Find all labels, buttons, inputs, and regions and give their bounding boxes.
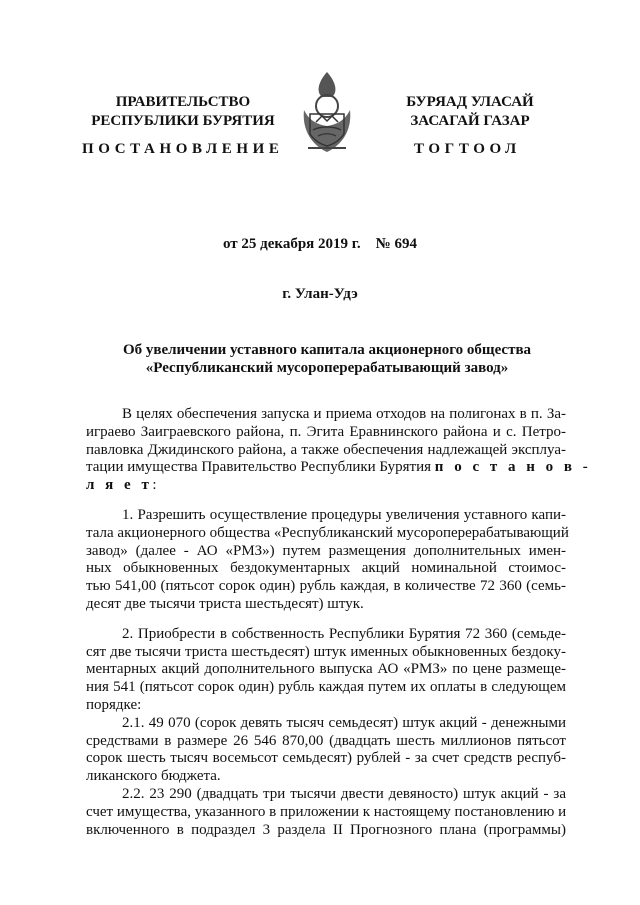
city-line: г. Улан-Удэ [282, 286, 358, 302]
text-line: 1. Разрешить осуществление процедуры увеличения уставного капи- [122, 506, 566, 523]
header-right [350, 93, 590, 131]
paragraph-2-2 [86, 786, 566, 839]
text-line: ных обыкновенных бездокументарных акций номинальной стоимос- [86, 560, 566, 577]
text-line: ния 541 (пятьсот сорок один) рубль каждая путем их оплаты в следующем [86, 679, 566, 696]
text-line: завод» (далее - АО «РМЗ») путем размещения дополнительных имен- [86, 542, 566, 559]
text-line [86, 459, 592, 477]
header-right-line2: ЗАСАГАЙ ГАЗАР [410, 113, 530, 129]
text-line: 2. Приобрести в собственность Республики Бурятия 72 360 (семьде- [122, 625, 566, 642]
doc-type-left: ПОСТАНОВЛЕНИЕ [82, 141, 284, 157]
paragraph-2 [86, 626, 566, 715]
text-line: В целях обеспечения запуска и приема отходов на полигонах в п. За- [122, 406, 566, 422]
title-line2: «Республиканский мусороперерабатывающий завод» [145, 360, 509, 376]
text-line: играево Заиграевского района, п. Эгита Еравнинского района и с. Петро- [86, 423, 566, 440]
paragraph-2-1 [86, 715, 566, 786]
text-line: счет имущества, указанного в приложении к настоящему постановлению и [86, 803, 567, 820]
document-body [86, 406, 592, 839]
date-number-line: от 25 декабря 2019 г. № 694 [223, 236, 417, 252]
text-line: средствами в размере 26 546 870,00 (двадцать шесть миллионов пятьсот [86, 732, 566, 749]
text-line [86, 477, 566, 495]
text-line: тью 541,00 (пятьсот сорок один) рубль каждая, в количестве 72 360 (семь- [86, 578, 566, 595]
intro-paragraph [86, 406, 592, 495]
doc-type-right: ТОГТООЛ [414, 141, 521, 157]
text-line: включенного в подраздел 3 раздела II Прогнозного плана (программы) [86, 821, 566, 838]
title-line1: Об увеличении уставного капитала акционерного общества [122, 342, 532, 358]
intro-text: тации имущества Правительство Республики Бурятия [86, 459, 432, 476]
text-line: сорок шесть тысяч восемьсот семьдесят) рублей - за счет средств респуб- [86, 750, 566, 767]
resolves-spaced-1: п о с т а н о в - [434, 459, 592, 476]
header-left-line1: ПРАВИТЕЛЬСТВО [115, 94, 251, 110]
header-left-line2: РЕСПУБЛИКИ БУРЯТИЯ [91, 113, 275, 129]
coat-of-arms-icon [296, 70, 358, 156]
text-line: порядке: [86, 696, 142, 713]
text-line: 2.2. 23 290 (двадцать три тысячи двести девяносто) штук акций - за [122, 785, 566, 802]
header-right-line1: БУРЯАД УЛАСАЙ [406, 94, 534, 110]
text-line: павловка Джидинского района, а также обеспечения надлежащей эксплуа- [86, 441, 566, 458]
text-line: сят две тысячи триста шестьдесят) штук именных обыкновенных бездоку- [86, 643, 566, 660]
text-line: 2.1. 49 070 (сорок девять тысяч семьдесят) штук акций - денежными [122, 714, 566, 731]
text-line: ментарных акций дополнительного выпуска АО «РМЗ» по цене размеще- [86, 661, 566, 678]
paragraph-1 [86, 506, 569, 614]
document-title [90, 341, 564, 377]
resolves-spaced-2: л я е т [86, 477, 153, 494]
intro-colon: : [152, 477, 157, 494]
text-line: ликанского бюджета. [86, 768, 221, 785]
header-left [78, 93, 288, 131]
text-line: десят две тысячи триста шестьдесят) штук. [86, 595, 364, 612]
text-line: тала акционерного общества «Республиканский мусороперерабатывающий [86, 524, 569, 541]
